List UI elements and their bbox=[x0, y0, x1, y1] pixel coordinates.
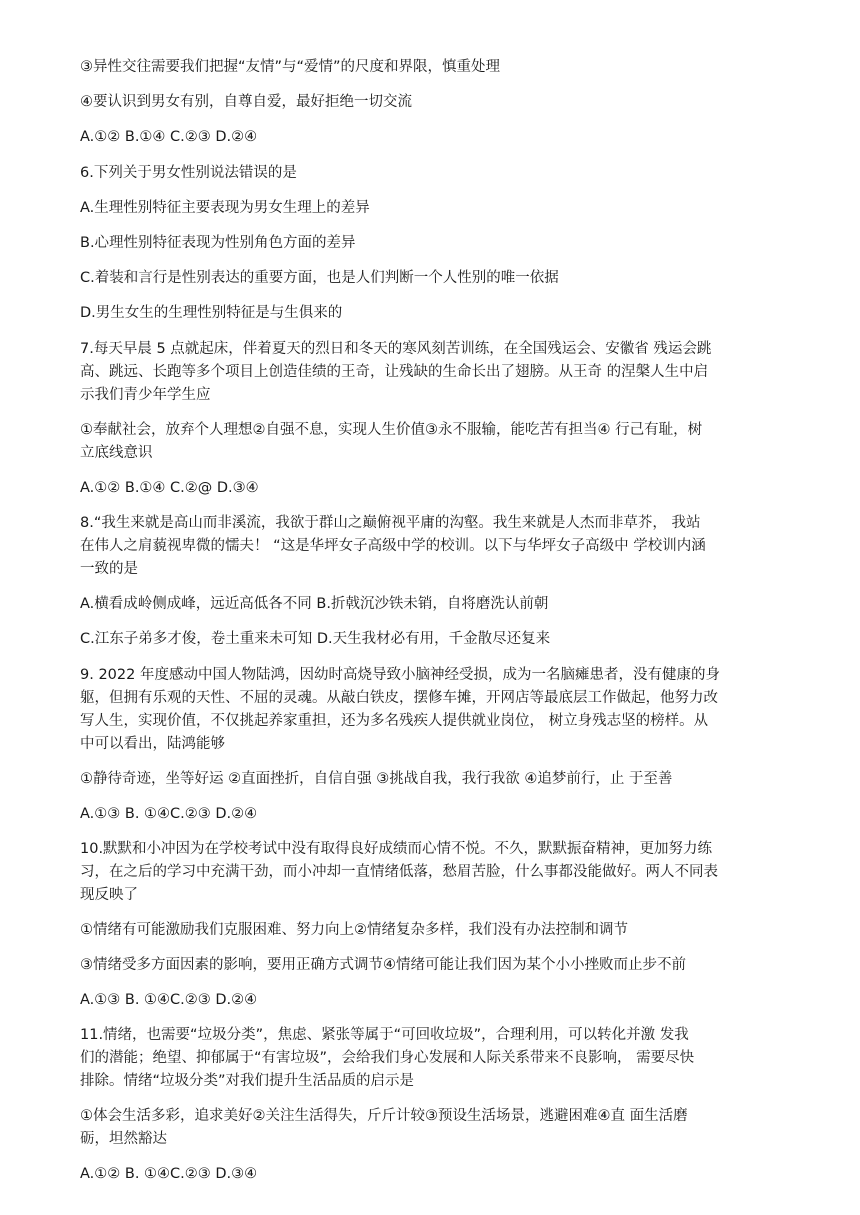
question-8-line-2: 在伟人之肩藐视卑微的懦夫！ “这是华坪女子高级中学的校训。以下与华坪女子高级中 学校训内涵 bbox=[80, 538, 706, 554]
q9-statements: ①静待奇迹，坐等好运 ②直面挫折，自信自强 ③挑战自我，我行我欲 ④追梦前行，止 于至善 bbox=[80, 771, 673, 787]
q8-options-ab: A.横看成岭侧成峰，远近高低各不同 B.折戟沉沙铁未销，自将磨洗认前朝 bbox=[80, 596, 549, 612]
question-9-line-3: 写人生，实现价值，不仅挑起养家重担，还为多名残疾人提供就业岗位， 树立身残志坚的榜样。从 bbox=[80, 713, 709, 729]
question-10-line-1: 10.默默和小冲因为在学校考试中没有取得良好成绩而心情不悦。不久，默默振奋精神，更加努力练 bbox=[80, 841, 713, 857]
answer-choices-q9: A.①③ B. ①④C.②③ D.②④ bbox=[80, 806, 258, 822]
question-7-line-2: 高、跳远、长跑等多个项目上创造佳绩的王奇，让残缺的生命长出了翅膀。从王奇 的涅槃人生中启 bbox=[80, 364, 709, 380]
q11-statements-line-2: 砺，坦然豁达 bbox=[80, 1131, 167, 1147]
question-7-line-3: 示我们青少年学生应 bbox=[80, 387, 211, 403]
answer-choices-q11: A.①② B. ①④C.②③ D.③④ bbox=[80, 1166, 258, 1182]
q10-statements-line-1: ①情绪有可能激励我们克服困难、努力向上②情绪复杂多样，我们没有办法控制和调节 bbox=[80, 922, 628, 938]
question-11-line-1: 11.情绪，也需要“垃圾分类”，焦虑、紧张等属于“可回收垃圾”，合理利用，可以转化并激 发我 bbox=[80, 1027, 689, 1043]
question-9-line-1: 9. 2022 年度感动中国人物陆鸿，因幼时高烧导致小脑神经受损，成为一名脑瘫患者，没有健康的身 bbox=[80, 667, 720, 683]
question-10-line-2: 习，在之后的学习中充满干劲，而小冲却一直情绪低落，愁眉苦脸，什么事都没能做好。两人不同表 bbox=[80, 864, 718, 880]
question-9-line-4: 中可以看出，陆鸿能够 bbox=[80, 736, 225, 752]
question-11-line-2: 们的潜能；绝望、抑郁属于“有害垃圾”，会给我们身心发展和人际关系带来不良影响， 需要尽快 bbox=[80, 1050, 695, 1066]
answer-choices-q5: A.①② B.①④ C.②③ D.②④ bbox=[80, 129, 258, 145]
question-9-line-2: 躯，但拥有乐观的天性、不屈的灵魂。从敲白铁皮，摆修车摊，开网店等最底层工作做起，他努力改 bbox=[80, 690, 718, 706]
q8-options-cd: C.江东子弟多才俊，卷土重来未可知 D.天生我材必有用，千金散尽还复来 bbox=[80, 631, 551, 647]
question-7-line-1: 7.每天早晨 5 点就起床，伴着夏天的烈日和冬天的寒风刻苦训练，在全国残运会、安徽省 残运会跳 bbox=[80, 341, 712, 357]
q10-statements-line-2: ③情绪受多方面因素的影响，要用正确方式调节④情绪可能让我们因为某个小小挫败而止步不前 bbox=[80, 957, 686, 973]
text-line-option-3: ③异性交往需要我们把握“友情”与“爱情”的尺度和界限，慎重处理 bbox=[80, 59, 501, 75]
question-8-line-1: 8.“我生来就是高山而非溪流，我欲于群山之巅俯视平庸的沟壑。我生来就是人杰而非草芥， 我站 bbox=[80, 515, 701, 531]
text-line-option-4: ④要认识到男女有别，自尊自爱，最好拒绝一切交流 bbox=[80, 94, 412, 110]
answer-choices-q10: A.①③ B. ①④C.②③ D.②④ bbox=[80, 992, 258, 1008]
q11-statements-line-1: ①体会生活多彩，追求美好②关注生活得失，斤斤计较③预设生活场景，逃避困难④直 面生活磨 bbox=[80, 1108, 688, 1124]
question-11-line-3: 排除。情绪“垃圾分类”对我们提升生活品质的启示是 bbox=[80, 1073, 415, 1089]
q6-option-b: B.心理性别特征表现为性别角色方面的差异 bbox=[80, 235, 356, 251]
question-6: 6.下列关于男女性别说法错误的是 bbox=[80, 165, 297, 181]
q6-option-d: D.男生女生的生理性别特征是与生俱来的 bbox=[80, 305, 343, 321]
question-10-line-3: 现反映了 bbox=[80, 887, 138, 903]
q7-statements-line-2: 立底线意识 bbox=[80, 445, 153, 461]
question-8-line-3: 一致的是 bbox=[80, 561, 138, 577]
q6-option-c: C.着装和言行是性别表达的重要方面，也是人们判断一个人性别的唯一依据 bbox=[80, 270, 559, 286]
answer-choices-q7: A.①② B.①④ C.②@ D.③④ bbox=[80, 480, 259, 496]
q7-statements-line-1: ①奉献社会，放弃个人理想②自强不息，实现人生价值③永不服输，能吃苦有担当④ 行己有耻，树 bbox=[80, 422, 703, 438]
q6-option-a: A.生理性别特征主要表现为男女生理上的差异 bbox=[80, 200, 370, 216]
